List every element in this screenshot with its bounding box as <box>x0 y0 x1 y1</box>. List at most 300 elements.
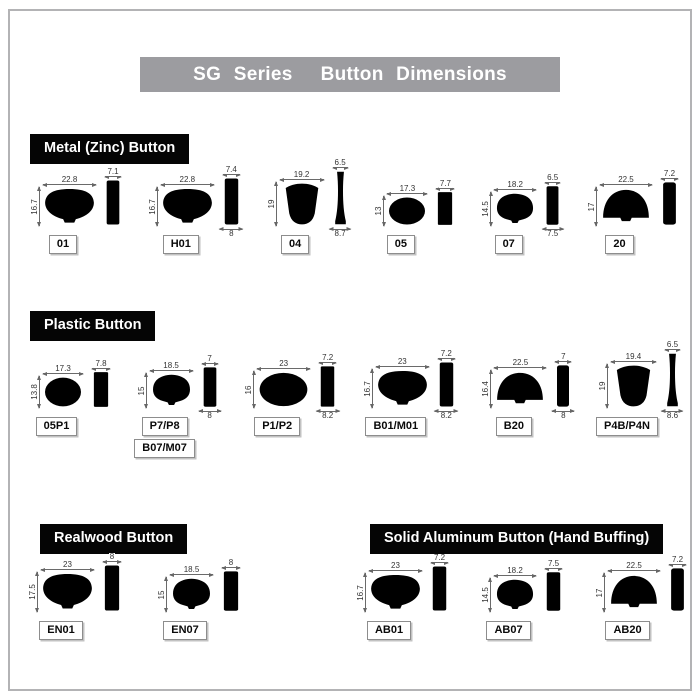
button-side-shape-facet <box>545 185 560 226</box>
front-width-dimension <box>257 360 310 371</box>
button-group-05p1 <box>30 340 110 436</box>
button-views <box>28 552 121 612</box>
button-side-shape-facet <box>105 179 121 226</box>
side-width-value: 6.5 <box>547 173 559 182</box>
button-model-label: 04 <box>281 235 309 254</box>
front-height-dimension <box>374 196 387 226</box>
side-view <box>222 559 240 612</box>
section-title-metal-zinc: Metal (Zinc) Button <box>30 134 189 164</box>
button-front-shape-dome <box>608 573 660 612</box>
side-bottom-value: 8 <box>561 411 566 420</box>
button-group-ab20 <box>595 552 686 640</box>
model-labels <box>30 417 83 436</box>
button-side-shape-facet <box>431 565 448 612</box>
front-shape-row <box>30 376 83 408</box>
front-view <box>356 562 422 612</box>
button-front-shape-tulip <box>43 187 96 226</box>
side-width-value: 7.2 <box>663 169 676 178</box>
shape-path-ref <box>45 378 81 407</box>
side-view <box>103 553 121 612</box>
button-front-shape-keystone <box>280 182 324 226</box>
side-width-dimension <box>665 341 680 352</box>
front-view <box>363 358 429 408</box>
front-view <box>157 566 213 612</box>
side-width-dimension <box>319 354 336 365</box>
button-views <box>481 340 571 420</box>
side-width-dimension <box>222 559 240 570</box>
shape-path-ref <box>438 192 452 225</box>
shape-path-ref <box>611 576 657 607</box>
solid-aluminum-button-row <box>356 552 686 640</box>
model-labels <box>598 417 656 436</box>
side-width-dimension <box>103 553 121 564</box>
front-view <box>481 181 536 226</box>
shape-path-ref <box>321 366 334 406</box>
side-bottom-value: 8.2 <box>322 411 334 420</box>
side-width-value: 7.8 <box>95 359 107 368</box>
button-side-shape-rect <box>669 567 686 612</box>
shape-path-ref <box>603 190 649 221</box>
button-side-shape-rect <box>555 364 571 408</box>
front-height-value: 13.8 <box>29 384 39 400</box>
button-model-label: 05 <box>387 235 415 254</box>
side-width-value: 6.5 <box>334 158 346 167</box>
side-view <box>202 354 218 420</box>
shape-path-ref <box>45 189 94 223</box>
button-group-en01 <box>28 552 121 640</box>
front-height-dimension <box>157 577 170 612</box>
shape-path-ref <box>203 367 216 406</box>
front-view <box>374 185 427 226</box>
front-width-value: 22.5 <box>618 175 634 184</box>
button-group-p4b-p4n <box>598 340 680 436</box>
side-width-dimension <box>545 174 560 185</box>
model-labels <box>481 235 536 254</box>
model-labels <box>374 235 427 254</box>
front-shape-row <box>148 187 214 226</box>
button-views <box>266 158 348 238</box>
side-width-dimension <box>333 159 348 170</box>
side-bottom-dimension <box>435 409 458 420</box>
side-width-dimension <box>105 168 121 179</box>
button-model-label: 01 <box>49 235 77 254</box>
shape-path-ref <box>557 365 569 406</box>
button-views <box>136 340 218 420</box>
side-width-value: 7.1 <box>107 167 119 176</box>
front-width-value: 22.5 <box>512 358 529 367</box>
shape-path-ref <box>547 572 560 610</box>
front-width-value: 22.5 <box>626 561 642 570</box>
front-height-value: 16.4 <box>481 381 491 397</box>
front-width-dimension <box>494 359 546 370</box>
front-width-dimension <box>369 562 422 573</box>
button-views <box>30 158 121 226</box>
button-views <box>356 552 448 612</box>
front-width-dimension <box>280 171 324 182</box>
button-group-05 <box>374 158 454 254</box>
button-model-label: B20 <box>496 417 532 436</box>
side-view <box>438 349 455 420</box>
button-group-en07 <box>157 552 240 640</box>
side-view <box>555 352 571 420</box>
front-height-value: 17 <box>594 588 604 597</box>
front-shape-row <box>267 182 324 226</box>
button-views <box>481 158 560 238</box>
front-height-dimension <box>481 370 494 408</box>
front-width-value: 23 <box>63 560 72 569</box>
front-height-dimension <box>148 187 161 226</box>
shape-path-ref <box>225 179 238 225</box>
front-view <box>267 171 324 226</box>
front-height-value: 16.7 <box>147 198 157 215</box>
shape-path-ref <box>107 180 120 224</box>
button-views <box>595 552 686 612</box>
side-bottom-dimension <box>542 227 563 238</box>
model-labels <box>244 417 310 436</box>
side-bottom-value: 8 <box>207 411 212 420</box>
button-views <box>244 340 336 420</box>
front-view <box>481 567 536 612</box>
side-view <box>92 360 110 408</box>
button-model-label: H01 <box>163 235 199 254</box>
side-view <box>431 554 448 612</box>
front-view <box>598 353 656 408</box>
front-width-value: 22.8 <box>179 175 196 184</box>
model-labels <box>148 235 214 254</box>
front-height-dimension <box>267 182 280 226</box>
shape-path-ref <box>497 580 533 609</box>
model-labels <box>363 417 429 436</box>
button-side-shape-hourglass <box>436 191 454 226</box>
button-front-shape-tulip <box>376 369 429 408</box>
side-width-dimension <box>92 360 110 371</box>
side-bottom-dimension <box>316 409 339 420</box>
front-height-dimension <box>481 578 494 612</box>
side-width-value: 7.4 <box>225 165 237 174</box>
shape-path-ref <box>163 189 212 223</box>
front-height-dimension <box>30 376 43 408</box>
front-width-dimension <box>600 176 652 187</box>
button-views <box>157 552 240 612</box>
side-width-value: 7.2 <box>440 349 452 358</box>
shape-path-ref <box>433 566 446 610</box>
front-shape-row <box>244 371 310 408</box>
side-width-value: 7 <box>561 352 566 361</box>
front-width-dimension <box>387 185 427 196</box>
button-group-01 <box>30 158 121 254</box>
model-labels <box>157 621 213 640</box>
section-title-realwood: Realwood Button <box>40 524 187 554</box>
side-view <box>669 556 686 612</box>
side-width-value: 7.2 <box>322 353 334 362</box>
front-height-value: 16.7 <box>29 198 39 215</box>
front-view <box>28 561 94 612</box>
front-width-dimension <box>494 181 536 192</box>
side-width-dimension <box>438 350 455 361</box>
front-shape-row <box>595 573 660 612</box>
button-front-shape-tulip <box>369 573 422 612</box>
front-width-value: 23 <box>397 357 407 366</box>
front-width-dimension <box>41 561 94 572</box>
shape-path-ref <box>671 568 684 610</box>
side-bottom-value: 8.2 <box>440 411 452 420</box>
button-group-ab01 <box>356 552 448 640</box>
shape-path-ref <box>547 186 559 224</box>
page-title-bar <box>140 57 560 92</box>
side-view <box>105 168 121 226</box>
front-width-value: 19.4 <box>625 352 642 361</box>
model-labels <box>30 235 96 254</box>
button-model-label: AB07 <box>486 621 530 640</box>
side-bottom-dimension <box>199 409 221 420</box>
button-group-04 <box>267 158 348 254</box>
button-model-label: AB01 <box>367 621 411 640</box>
metal-zinc-button-row <box>30 158 678 254</box>
side-width-value: 6.5 <box>666 340 679 349</box>
front-height-value: 14.5 <box>480 587 490 603</box>
front-view <box>595 562 660 612</box>
front-width-value: 18.5 <box>163 361 179 370</box>
front-width-value: 23 <box>391 561 400 570</box>
side-width-value: 7.5 <box>547 559 560 568</box>
button-group-b20 <box>481 340 571 436</box>
side-width-value: 7 <box>207 354 212 363</box>
front-height-value: 14.5 <box>481 201 491 217</box>
front-view <box>30 365 83 408</box>
shape-path-ref <box>497 373 543 403</box>
shape-path-ref <box>617 366 650 407</box>
front-shape-row <box>356 573 422 612</box>
button-front-shape-hex <box>494 192 536 226</box>
front-view <box>148 176 214 226</box>
side-bottom-dimension <box>330 227 351 238</box>
front-width-dimension <box>494 567 536 578</box>
side-width-value: 8 <box>109 552 115 561</box>
front-height-dimension <box>587 187 600 226</box>
shape-path-ref <box>260 373 308 406</box>
front-width-dimension <box>161 176 214 187</box>
button-side-shape-facet <box>545 571 562 612</box>
shape-path-ref <box>105 566 119 611</box>
side-view <box>333 158 348 238</box>
front-width-dimension <box>43 176 96 187</box>
side-view <box>319 353 336 420</box>
shape-path-ref <box>497 194 533 223</box>
side-view <box>436 180 454 226</box>
model-labels <box>28 621 94 640</box>
side-bottom-value: 8.6 <box>666 411 679 420</box>
front-shape-row <box>157 577 213 612</box>
front-view <box>481 359 546 408</box>
button-group-p1-p2 <box>244 340 336 436</box>
button-side-shape-hourglass <box>92 371 110 408</box>
front-width-dimension <box>611 353 656 364</box>
shape-path-ref <box>663 182 676 224</box>
button-model-label: EN01 <box>39 621 83 640</box>
front-height-value: 16.7 <box>362 380 372 397</box>
page-title-main: Button Dimensions <box>320 63 507 85</box>
button-front-shape-dome <box>600 187 652 226</box>
section-title-solid-aluminum: Solid Aluminum Button (Hand Buffing) <box>370 524 663 554</box>
button-model-label: 05P1 <box>36 417 78 436</box>
front-height-value: 15 <box>156 590 166 599</box>
front-width-value: 22.8 <box>61 175 78 184</box>
front-width-value: 18.2 <box>507 180 523 189</box>
side-bottom-value: 8 <box>229 229 234 238</box>
front-height-value: 16.7 <box>355 584 365 601</box>
side-width-dimension <box>431 554 448 565</box>
front-height-value: 17 <box>586 202 596 211</box>
side-width-dimension <box>202 355 218 366</box>
front-width-value: 17.3 <box>399 184 416 193</box>
button-model-label: P7/P8 <box>142 417 188 436</box>
front-height-dimension <box>244 371 257 408</box>
button-side-shape-facet <box>438 361 455 408</box>
side-width-dimension <box>661 170 678 181</box>
shape-path-ref <box>335 172 346 225</box>
front-width-value: 18.5 <box>183 565 200 574</box>
side-width-dimension <box>555 353 571 364</box>
front-shape-row <box>481 578 536 612</box>
front-view <box>137 362 193 408</box>
side-width-value: 7.7 <box>439 179 451 188</box>
button-side-shape-facet <box>103 564 121 612</box>
shape-path-ref <box>378 371 427 405</box>
front-height-dimension <box>28 572 41 612</box>
button-views <box>481 552 562 612</box>
section-title-plastic: Plastic Button <box>30 311 155 341</box>
front-height-value: 16 <box>244 385 254 394</box>
front-width-value: 17.3 <box>55 364 71 373</box>
front-height-dimension <box>137 373 150 408</box>
front-view <box>30 176 96 226</box>
shape-path-ref <box>371 575 420 609</box>
button-front-shape-oval <box>43 376 83 408</box>
button-group-h01 <box>148 158 240 254</box>
button-front-shape-tulip <box>41 572 94 612</box>
side-bottom-dimension <box>552 409 574 420</box>
side-width-dimension <box>545 560 562 571</box>
button-front-shape-dome <box>494 370 546 408</box>
button-model-label: EN07 <box>163 621 207 640</box>
front-width-value: 19.2 <box>293 170 310 179</box>
button-group-ab07 <box>481 552 562 640</box>
side-width-dimension <box>223 166 240 177</box>
button-model-label: B07/M07 <box>134 439 195 458</box>
front-shape-row <box>363 369 429 408</box>
button-front-shape-oval <box>387 196 427 226</box>
front-width-dimension <box>376 358 429 369</box>
side-view <box>665 340 680 420</box>
front-height-value: 13 <box>374 206 384 216</box>
side-view <box>223 165 240 238</box>
side-bottom-dimension <box>220 227 243 238</box>
shape-path-ref <box>667 354 678 407</box>
front-width-value: 23 <box>279 359 289 368</box>
button-model-label: B01/M01 <box>365 417 426 436</box>
button-side-shape-facet <box>222 570 240 612</box>
front-view <box>244 360 310 408</box>
button-model-label: AB20 <box>605 621 649 640</box>
button-views <box>362 340 455 420</box>
button-side-shape-rect <box>661 181 678 226</box>
front-height-dimension <box>363 369 376 408</box>
button-views <box>597 340 680 420</box>
button-side-shape-taper <box>333 170 348 226</box>
realwood-button-row <box>28 552 240 640</box>
button-front-shape-hex <box>150 373 193 408</box>
front-height-value: 19 <box>597 381 607 391</box>
front-width-dimension <box>43 365 83 376</box>
model-labels <box>267 235 324 254</box>
shape-path-ref <box>94 372 108 407</box>
model-labels <box>137 417 193 458</box>
side-view <box>545 560 562 612</box>
front-height-value: 19 <box>266 199 276 209</box>
button-group-07 <box>481 158 560 254</box>
side-view <box>661 170 678 226</box>
button-side-shape-facet <box>223 177 240 226</box>
button-front-shape-hex <box>494 578 536 612</box>
front-shape-row <box>598 364 656 408</box>
shape-path-ref <box>440 362 453 406</box>
side-bottom-dimension <box>662 409 683 420</box>
button-front-shape-oval <box>257 371 310 408</box>
button-front-shape-tulip <box>161 187 214 226</box>
front-height-value: 17.5 <box>27 584 37 600</box>
button-side-shape-hourglass <box>319 365 336 408</box>
front-height-value: 15 <box>136 386 146 395</box>
front-width-dimension <box>170 566 213 577</box>
page-title-series: SG Series <box>193 63 293 85</box>
side-bottom-value: 7.5 <box>547 229 559 238</box>
side-bottom-value: 8.7 <box>334 229 346 238</box>
front-shape-row <box>30 187 96 226</box>
side-width-dimension <box>436 180 454 191</box>
front-view <box>587 176 652 226</box>
button-front-shape-hex <box>170 577 213 612</box>
button-views <box>147 158 240 238</box>
button-model-label: 07 <box>495 235 523 254</box>
shape-path-ref <box>224 571 238 610</box>
side-width-value: 8 <box>228 558 234 567</box>
button-front-shape-keystone <box>611 364 656 408</box>
front-shape-row <box>481 192 536 226</box>
side-width-value: 7.2 <box>671 555 684 564</box>
button-group-p7-p8 <box>137 340 218 458</box>
model-labels <box>356 621 422 640</box>
button-side-shape-facet <box>202 366 218 408</box>
shape-path-ref <box>389 198 425 225</box>
front-shape-row <box>137 373 193 408</box>
front-shape-row <box>28 572 94 612</box>
front-width-value: 18.2 <box>507 566 523 575</box>
button-group-20 <box>587 158 678 254</box>
front-height-dimension <box>598 364 611 408</box>
button-model-label: P1/P2 <box>254 417 300 436</box>
button-views <box>374 158 454 226</box>
button-side-shape-taper <box>665 352 680 408</box>
model-labels <box>481 417 546 436</box>
side-width-value: 7.2 <box>433 553 446 562</box>
shape-path-ref <box>173 579 210 609</box>
button-views <box>587 158 678 226</box>
front-height-dimension <box>481 192 494 226</box>
button-model-label: 20 <box>605 235 633 254</box>
shape-path-ref <box>285 184 318 225</box>
shape-path-ref <box>153 375 190 405</box>
front-shape-row <box>481 370 546 408</box>
